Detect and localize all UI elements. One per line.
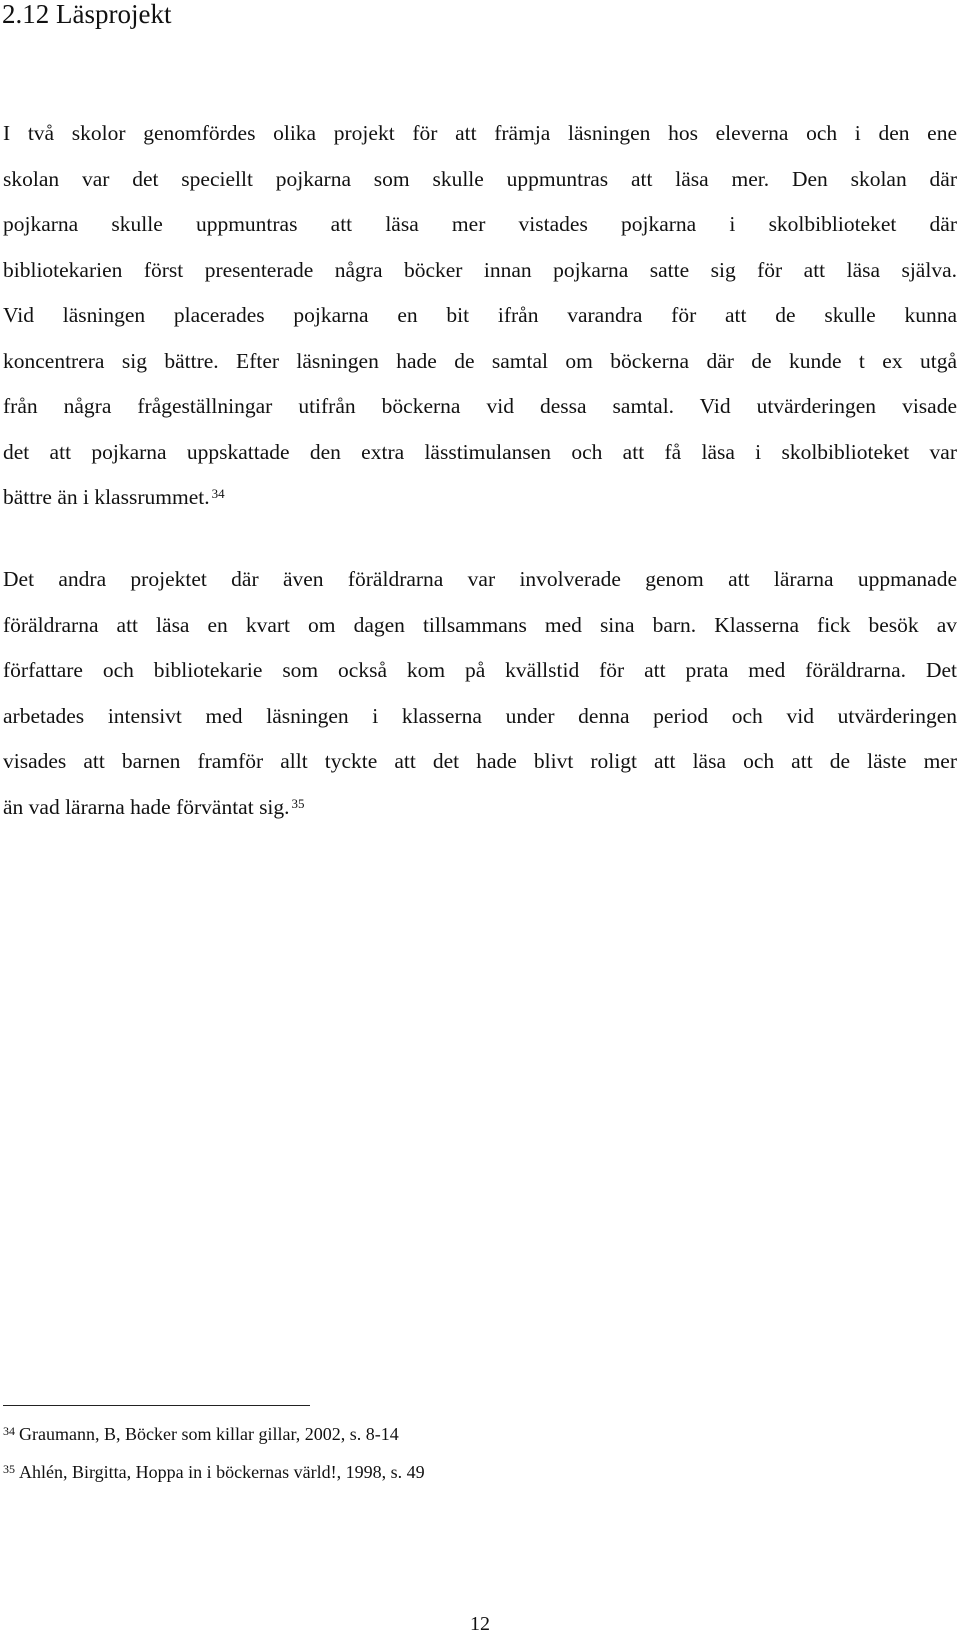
paragraph-line: visades att barnen framför allt tyckte att det hade blivt roligt att läsa och att de läste mer bbox=[3, 749, 957, 773]
footnote-number: 34 bbox=[3, 1424, 15, 1438]
footnote-reference[interactable]: 35 bbox=[291, 795, 305, 811]
paragraph-line: Det andra projektet där även föräldrarna var involverade genom att lärarna uppmanade bbox=[3, 567, 957, 591]
footnote-divider bbox=[3, 1405, 310, 1406]
section-heading: 2.12 Läsprojekt bbox=[2, 0, 172, 29]
footnote-text: Ahlén, Birgitta, Hoppa in i böckernas värld!, 1998, s. 49 bbox=[19, 1462, 425, 1482]
footnote-reference[interactable]: 34 bbox=[211, 486, 225, 501]
paragraph-line-last bbox=[3, 475, 957, 521]
paragraph-line-last bbox=[3, 785, 957, 831]
paragraph-line: föräldrarna att läsa en kvart om dagen tillsammans med sina barn. Klasserna fick besök av bbox=[3, 612, 957, 637]
paragraph-line: I två skolor genomfördes olika projekt för att främja läsningen hos eleverna och i den ene bbox=[3, 121, 957, 145]
footnote-text: Graumann, B, Böcker som killar gillar, 2002, s. 8-14 bbox=[19, 1424, 399, 1444]
page-number: 12 bbox=[470, 1613, 490, 1635]
paragraph-line: bibliotekarien först presenterade några böcker innan pojkarna satte sig för att läsa själva. bbox=[3, 257, 957, 282]
paragraph-line: pojkarna skulle uppmuntras att läsa mer vistades pojkarna i skolbiblioteket där bbox=[3, 212, 957, 236]
paragraph-line: arbetades intensivt med läsningen i klasserna under denna period och vid utvärderingen bbox=[3, 703, 957, 728]
paragraph-line: skolan var det speciellt pojkarna som skulle uppmuntras att läsa mer. Den skolan där bbox=[3, 166, 957, 191]
paragraph-line: författare och bibliotekarie som också kom på kvällstid för att prata med föräldrarna. Det bbox=[3, 658, 957, 682]
paragraph-line-text: än vad lärarna hade förväntat sig. bbox=[3, 794, 290, 819]
footnote-35 bbox=[3, 1461, 425, 1483]
paragraph-line: Vid läsningen placerades pojkarna en bit ifrån varandra för att de skulle kunna bbox=[3, 303, 957, 327]
paragraph-line: koncentrera sig bättre. Efter läsningen hade de samtal om böckerna där de kunde t ex utgå bbox=[3, 348, 957, 373]
paragraph-line: det att pojkarna uppskattade den extra lässtimulansen och att få läsa i skolbiblioteket var bbox=[3, 439, 957, 464]
footnote-34 bbox=[3, 1423, 399, 1445]
paragraph-1 bbox=[3, 111, 957, 521]
footnote-number: 35 bbox=[3, 1462, 15, 1476]
paragraph-line-text: bättre än i klassrummet. bbox=[3, 485, 210, 509]
paragraph-2 bbox=[3, 557, 957, 830]
paragraph-line: från några frågeställningar utifrån böckerna vid dessa samtal. Vid utvärderingen visade bbox=[3, 394, 957, 418]
